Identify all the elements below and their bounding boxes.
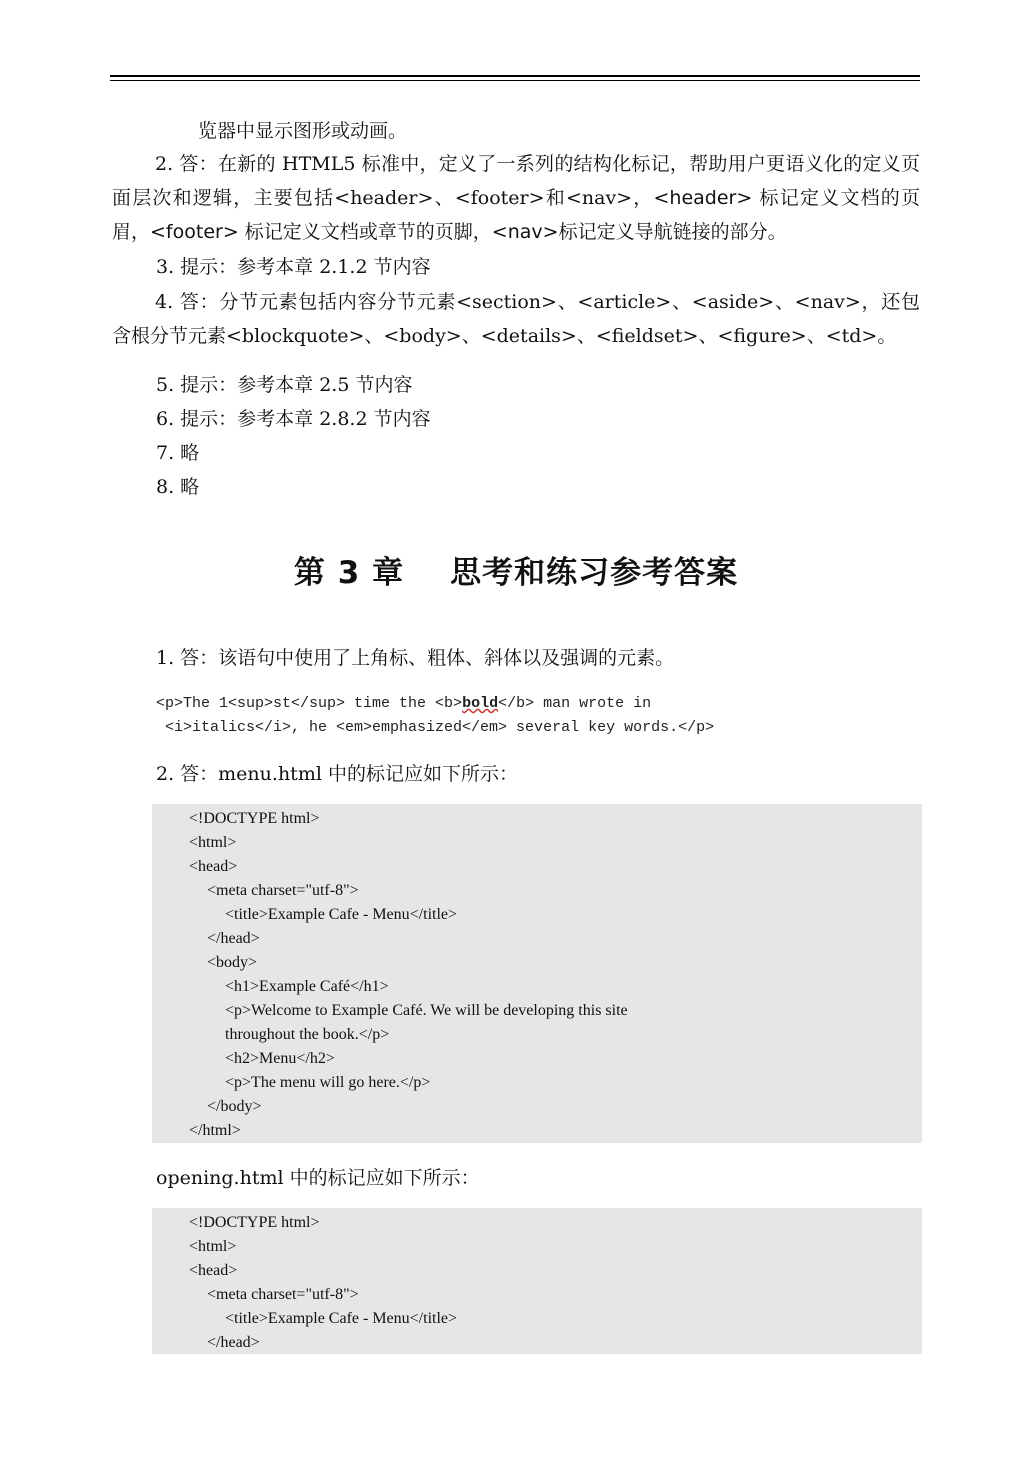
menu-code-block xyxy=(152,804,922,1143)
code-line: <meta charset="utf-8"> xyxy=(207,1286,359,1303)
answer-3: 3. 提示：参考本章 2.1.2 节内容 xyxy=(156,256,431,278)
answer-2-text-g: 标记定义导航链接的部分。 xyxy=(558,221,787,243)
answer-2-text-a: 2. 答：在新的 HTML5 标准中，定义了一系列的结构化标记，帮助用户更语义化的定义页面层次和逻辑，主要包括<header>、<footer>和<nav>， xyxy=(112,153,920,209)
code-line: </body> xyxy=(207,1098,262,1115)
answer-2-tag-nav: <nav> xyxy=(491,221,559,243)
code-line: throughout the book.</p> xyxy=(225,1026,390,1043)
header-rule-thick xyxy=(110,75,920,77)
chapter-title: 思考和练习参考答案 xyxy=(450,555,739,591)
code-snippet-line-2: <i>italics</i>, he <em>emphasized</em> several key words.</p> xyxy=(156,719,715,736)
chapter-heading xyxy=(0,548,1032,598)
opening-label: opening.html 中的标记应如下所示： xyxy=(156,1167,480,1189)
code-line: <p>Welcome to Example Café. We will be developing this site xyxy=(225,1002,628,1019)
code-line: <html> xyxy=(189,834,237,851)
code-line: <html> xyxy=(189,1238,237,1255)
code-line: <h1>Example Café</h1> xyxy=(225,978,389,995)
code-line: </head> xyxy=(207,930,260,947)
code-line: </html> xyxy=(189,1122,241,1139)
code-line: <h2>Menu</h2> xyxy=(225,1050,335,1067)
opening-code-block xyxy=(152,1208,922,1354)
answer-2-text-c: 标记定义文档的页眉， xyxy=(112,187,920,243)
code-snippet-line-1: <p>The 1<sup>st</sup> time the <b>bold</b> man wrote in xyxy=(156,695,652,712)
code-line: <title>Example Cafe - Menu</title> xyxy=(225,1310,458,1327)
code-line: <head> xyxy=(189,858,238,875)
bold-word: bold xyxy=(462,695,499,712)
code-line: <!DOCTYPE html> xyxy=(189,1214,320,1231)
code-line: <title>Example Cafe - Menu</title> xyxy=(225,906,458,923)
answer-7: 7. 略 xyxy=(156,442,200,464)
ch3-answer-1: 1. 答：该语句中使用了上角标、粗体、斜体以及强调的元素。 xyxy=(156,647,675,669)
code-line: <meta charset="utf-8"> xyxy=(207,882,359,899)
code-line: <p>The menu will go here.</p> xyxy=(225,1074,431,1091)
paragraph-tail: 览器中显示图形或动画。 xyxy=(198,120,408,142)
chapter-label: 第 3 章 xyxy=(293,555,405,591)
code-line: <!DOCTYPE html> xyxy=(189,810,320,827)
answer-2-text-e: 标记定义文档或章节的页脚， xyxy=(238,221,492,243)
answer-4: 4. 答：分节元素包括内容分节元素<section>、<article>、<aside>、<nav>，还包含根分节元素<blockquote>、<body>、<details>、<fieldset>、<figure>、<td>。 xyxy=(112,291,920,347)
header-rule-thin xyxy=(110,80,920,81)
ch3-answer-2: 2. 答：menu.html 中的标记应如下所示： xyxy=(156,763,518,785)
answer-2 xyxy=(112,147,920,249)
code-line: </head> xyxy=(207,1334,260,1351)
code-line: <head> xyxy=(189,1262,238,1279)
answer-2-tag-footer: <footer> xyxy=(150,221,239,243)
code-line: <body> xyxy=(207,954,258,971)
answer-5: 5. 提示：参考本章 2.5 节内容 xyxy=(156,374,413,396)
answer-6: 6. 提示：参考本章 2.8.2 节内容 xyxy=(156,408,431,430)
answer-2-tag-header: <header> xyxy=(653,187,753,209)
answer-8: 8. 略 xyxy=(156,476,200,498)
